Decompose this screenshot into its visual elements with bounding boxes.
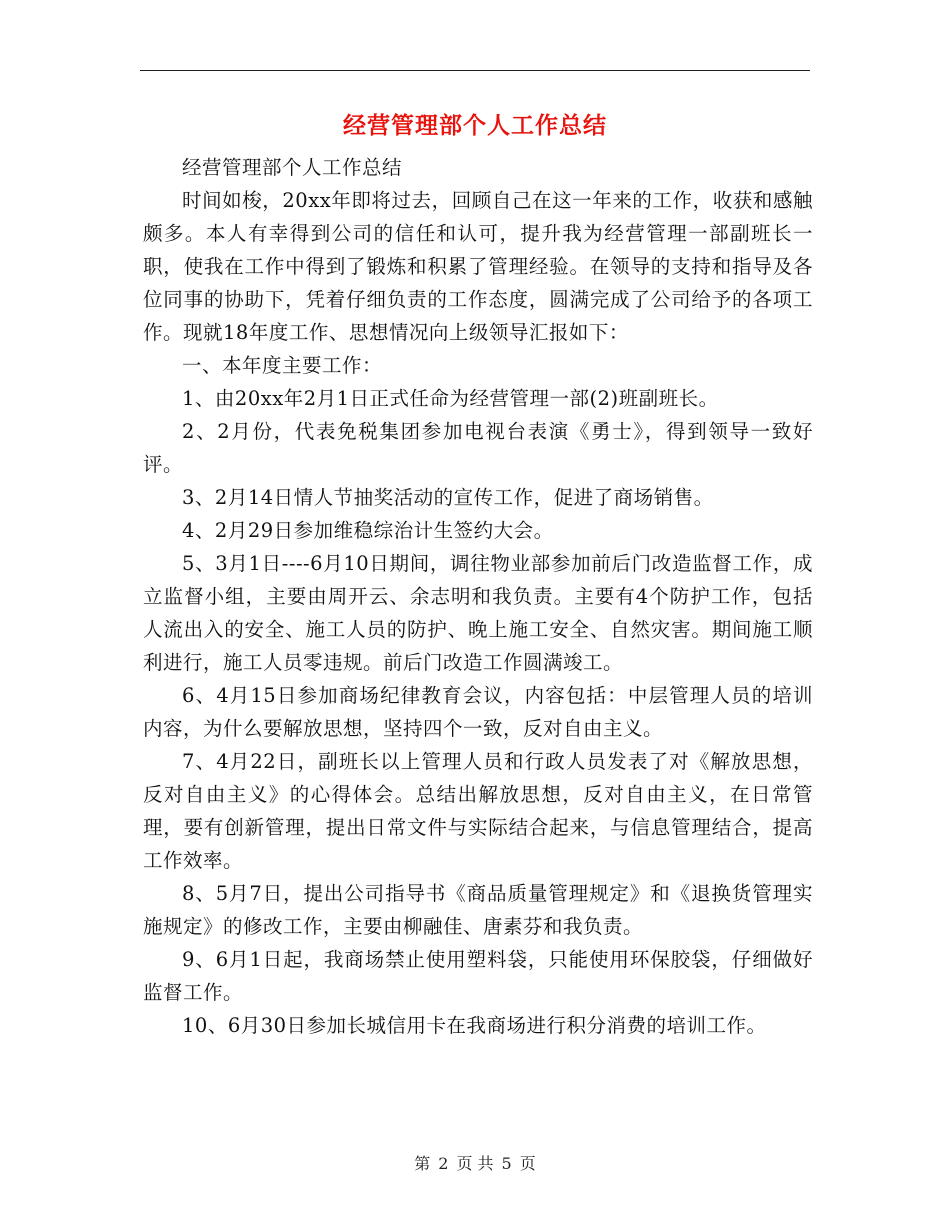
header-rule	[140, 70, 810, 71]
paragraph-section-heading: 一、本年度主要工作：	[182, 354, 383, 377]
paragraph-item-2: 2、2月份，代表免税集团参加电视台表演《勇士》，得到领导一致好评。	[143, 420, 813, 476]
page-footer	[0, 1153, 950, 1175]
paragraph-item-5: 5、3月1日----6月10日期间，调往物业部参加前后门改造监督工作，成立监督小组，主要由周开云、余志明和我负责。主要有4个防护工作，包括人流出入的安全、施工人员的防护、晚上施工安全、自然灾害。期间施工顺利进行，施工人员零违规。前后门改造工作圆满竣工。	[143, 552, 813, 674]
paragraph-item-3: 3、2月14日情人节抽奖活动的宣传工作，促进了商场销售。	[182, 486, 714, 509]
paragraph-item-10: 10、6月30日参加长城信用卡在我商场进行积分消费的培训工作。	[182, 1014, 767, 1037]
paragraph-item-6: 6、4月15日参加商场纪律教育会议，内容包括：中层管理人员的培训内容，为什么要解放思想，坚持四个一致，反对自由主义。	[143, 684, 813, 740]
paragraph-item-4: 4、2月29日参加维稳综治计生签约大会。	[182, 519, 554, 542]
paragraph-item-7: 7、4月22日，副班长以上管理人员和行政人员发表了对《解放思想，反对自由主义》的心得体会。总结出解放思想，反对自由主义，在日常管理，要有创新管理，提出日常文件与实际结合起来，与信息管理结合，提高工作效率。	[143, 750, 813, 872]
paragraph-item-8: 8、5月7日，提出公司指导书《商品质量管理规定》和《退换货管理实施规定》的修改工作，主要由柳融佳、唐素芬和我负责。	[143, 882, 813, 938]
paragraph-subtitle: 经营管理部个人工作总结	[182, 156, 403, 179]
paragraph-item-9: 9、6月1日起，我商场禁止使用塑料袋，只能使用环保胶袋，仔细做好监督工作。	[143, 948, 813, 1004]
paragraph-intro: 时间如梭，20xx年即将过去，回顾自己在这一年来的工作，收获和感触颇多。本人有幸得到公司的信任和认可，提升我为经营管理一部副班长一职，使我在工作中得到了锻炼和积累了管理经验。在领导的支持和指导及各位同事的协助下，凭着仔细负责的工作态度，圆满完成了公司给予的各项工作。现就18年度工作、思想情况向上级领导汇报如下：	[143, 189, 813, 344]
document-title: 经营管理部个人工作总结	[343, 112, 607, 139]
footer-current-page: 2	[438, 1154, 449, 1173]
footer-total-pages: 5	[501, 1154, 512, 1173]
footer-middle: 页 共	[456, 1154, 494, 1173]
footer-suffix: 页	[519, 1154, 536, 1173]
paragraph-item-1: 1、由20xx年2月1日正式任命为经营管理一部(2)班副班长。	[182, 387, 719, 410]
document-body	[143, 151, 813, 1042]
footer-prefix: 第	[414, 1154, 431, 1173]
